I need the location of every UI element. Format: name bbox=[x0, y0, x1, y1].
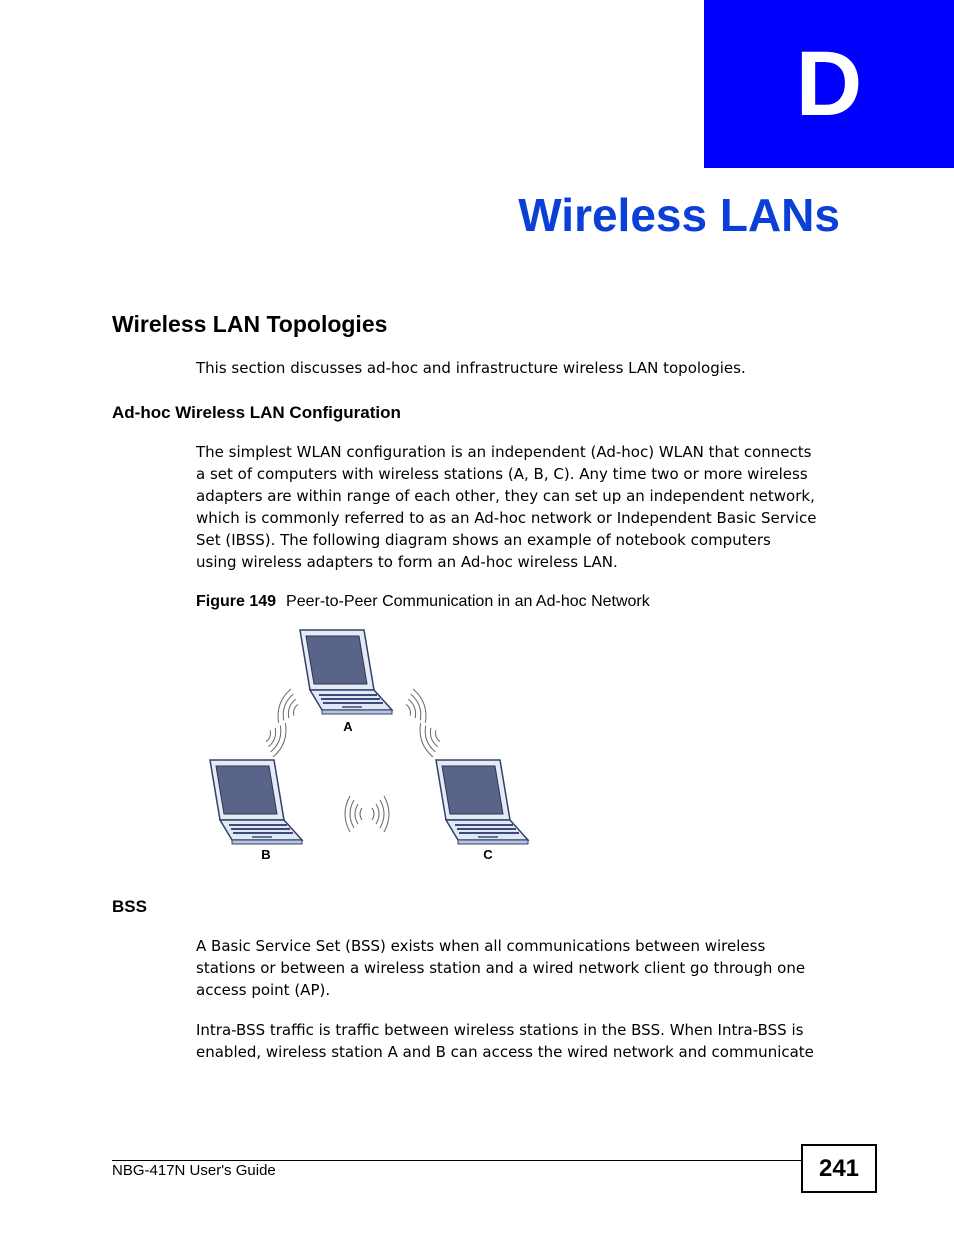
figure-caption bbox=[196, 593, 650, 611]
station-c-label: C bbox=[483, 847, 493, 862]
station-b-label: B bbox=[261, 847, 271, 862]
bss-line: Intra-BSS traffic is traffic between wireless stations in the BSS. When Intra-BSS is bbox=[196, 1021, 804, 1039]
adhoc-line: adapters are within range of each other, they can set up an independent network, bbox=[196, 486, 815, 505]
bss-line: stations or between a wireless station and a wired network client go through one bbox=[196, 958, 806, 977]
bss-paragraph-2 bbox=[196, 1020, 846, 1064]
adhoc-line: using wireless adapters to form an Ad-hoc wireless LAN. bbox=[196, 552, 618, 571]
figure-number: Figure 149 bbox=[196, 593, 277, 610]
adhoc-line: a set of computers with wireless stations (A, B, C). Any time two or more wireless bbox=[196, 464, 808, 483]
section-heading: Wireless LAN Topologies bbox=[112, 311, 388, 337]
figure-caption-text: Peer-to-Peer Communication in an Ad-hoc Network bbox=[286, 593, 650, 610]
intro-paragraph bbox=[196, 358, 846, 380]
adhoc-line: The simplest WLAN configuration is an independent (Ad-hoc) WLAN that connects bbox=[196, 443, 812, 461]
station-a-label: A bbox=[343, 719, 353, 734]
footer-divider bbox=[112, 1160, 802, 1161]
intro-line: This section discusses ad-hoc and infrastructure wireless LAN topologies. bbox=[196, 359, 746, 377]
adhoc-line: Set (IBSS). The following diagram shows an example of notebook computers bbox=[196, 530, 771, 549]
chapter-letter: D bbox=[795, 33, 863, 135]
bss-line: enabled, wireless station A and B can access the wired network and communicate bbox=[196, 1042, 814, 1061]
laptop-c-icon bbox=[436, 760, 528, 844]
footer-guide-name: NBG-417N User's Guide bbox=[112, 1162, 276, 1179]
bss-line: access point (AP). bbox=[196, 980, 331, 999]
adhoc-paragraph bbox=[196, 442, 846, 573]
bss-line: A Basic Service Set (BSS) exists when all communications between wireless bbox=[196, 937, 766, 955]
bss-heading: BSS bbox=[112, 897, 147, 916]
laptop-b-icon bbox=[210, 760, 302, 844]
chapter-title: Wireless LANs bbox=[518, 189, 840, 241]
chapter-letter-box bbox=[704, 0, 954, 168]
page-number: 241 bbox=[801, 1144, 877, 1193]
adhoc-heading: Ad-hoc Wireless LAN Configuration bbox=[112, 403, 401, 422]
adhoc-network-figure bbox=[196, 618, 551, 873]
adhoc-line: which is commonly referred to as an Ad-hoc network or Independent Basic Service bbox=[196, 508, 817, 527]
adhoc-diagram bbox=[196, 618, 551, 873]
laptop-a-icon bbox=[300, 630, 392, 714]
bss-paragraph-1 bbox=[196, 936, 846, 1002]
